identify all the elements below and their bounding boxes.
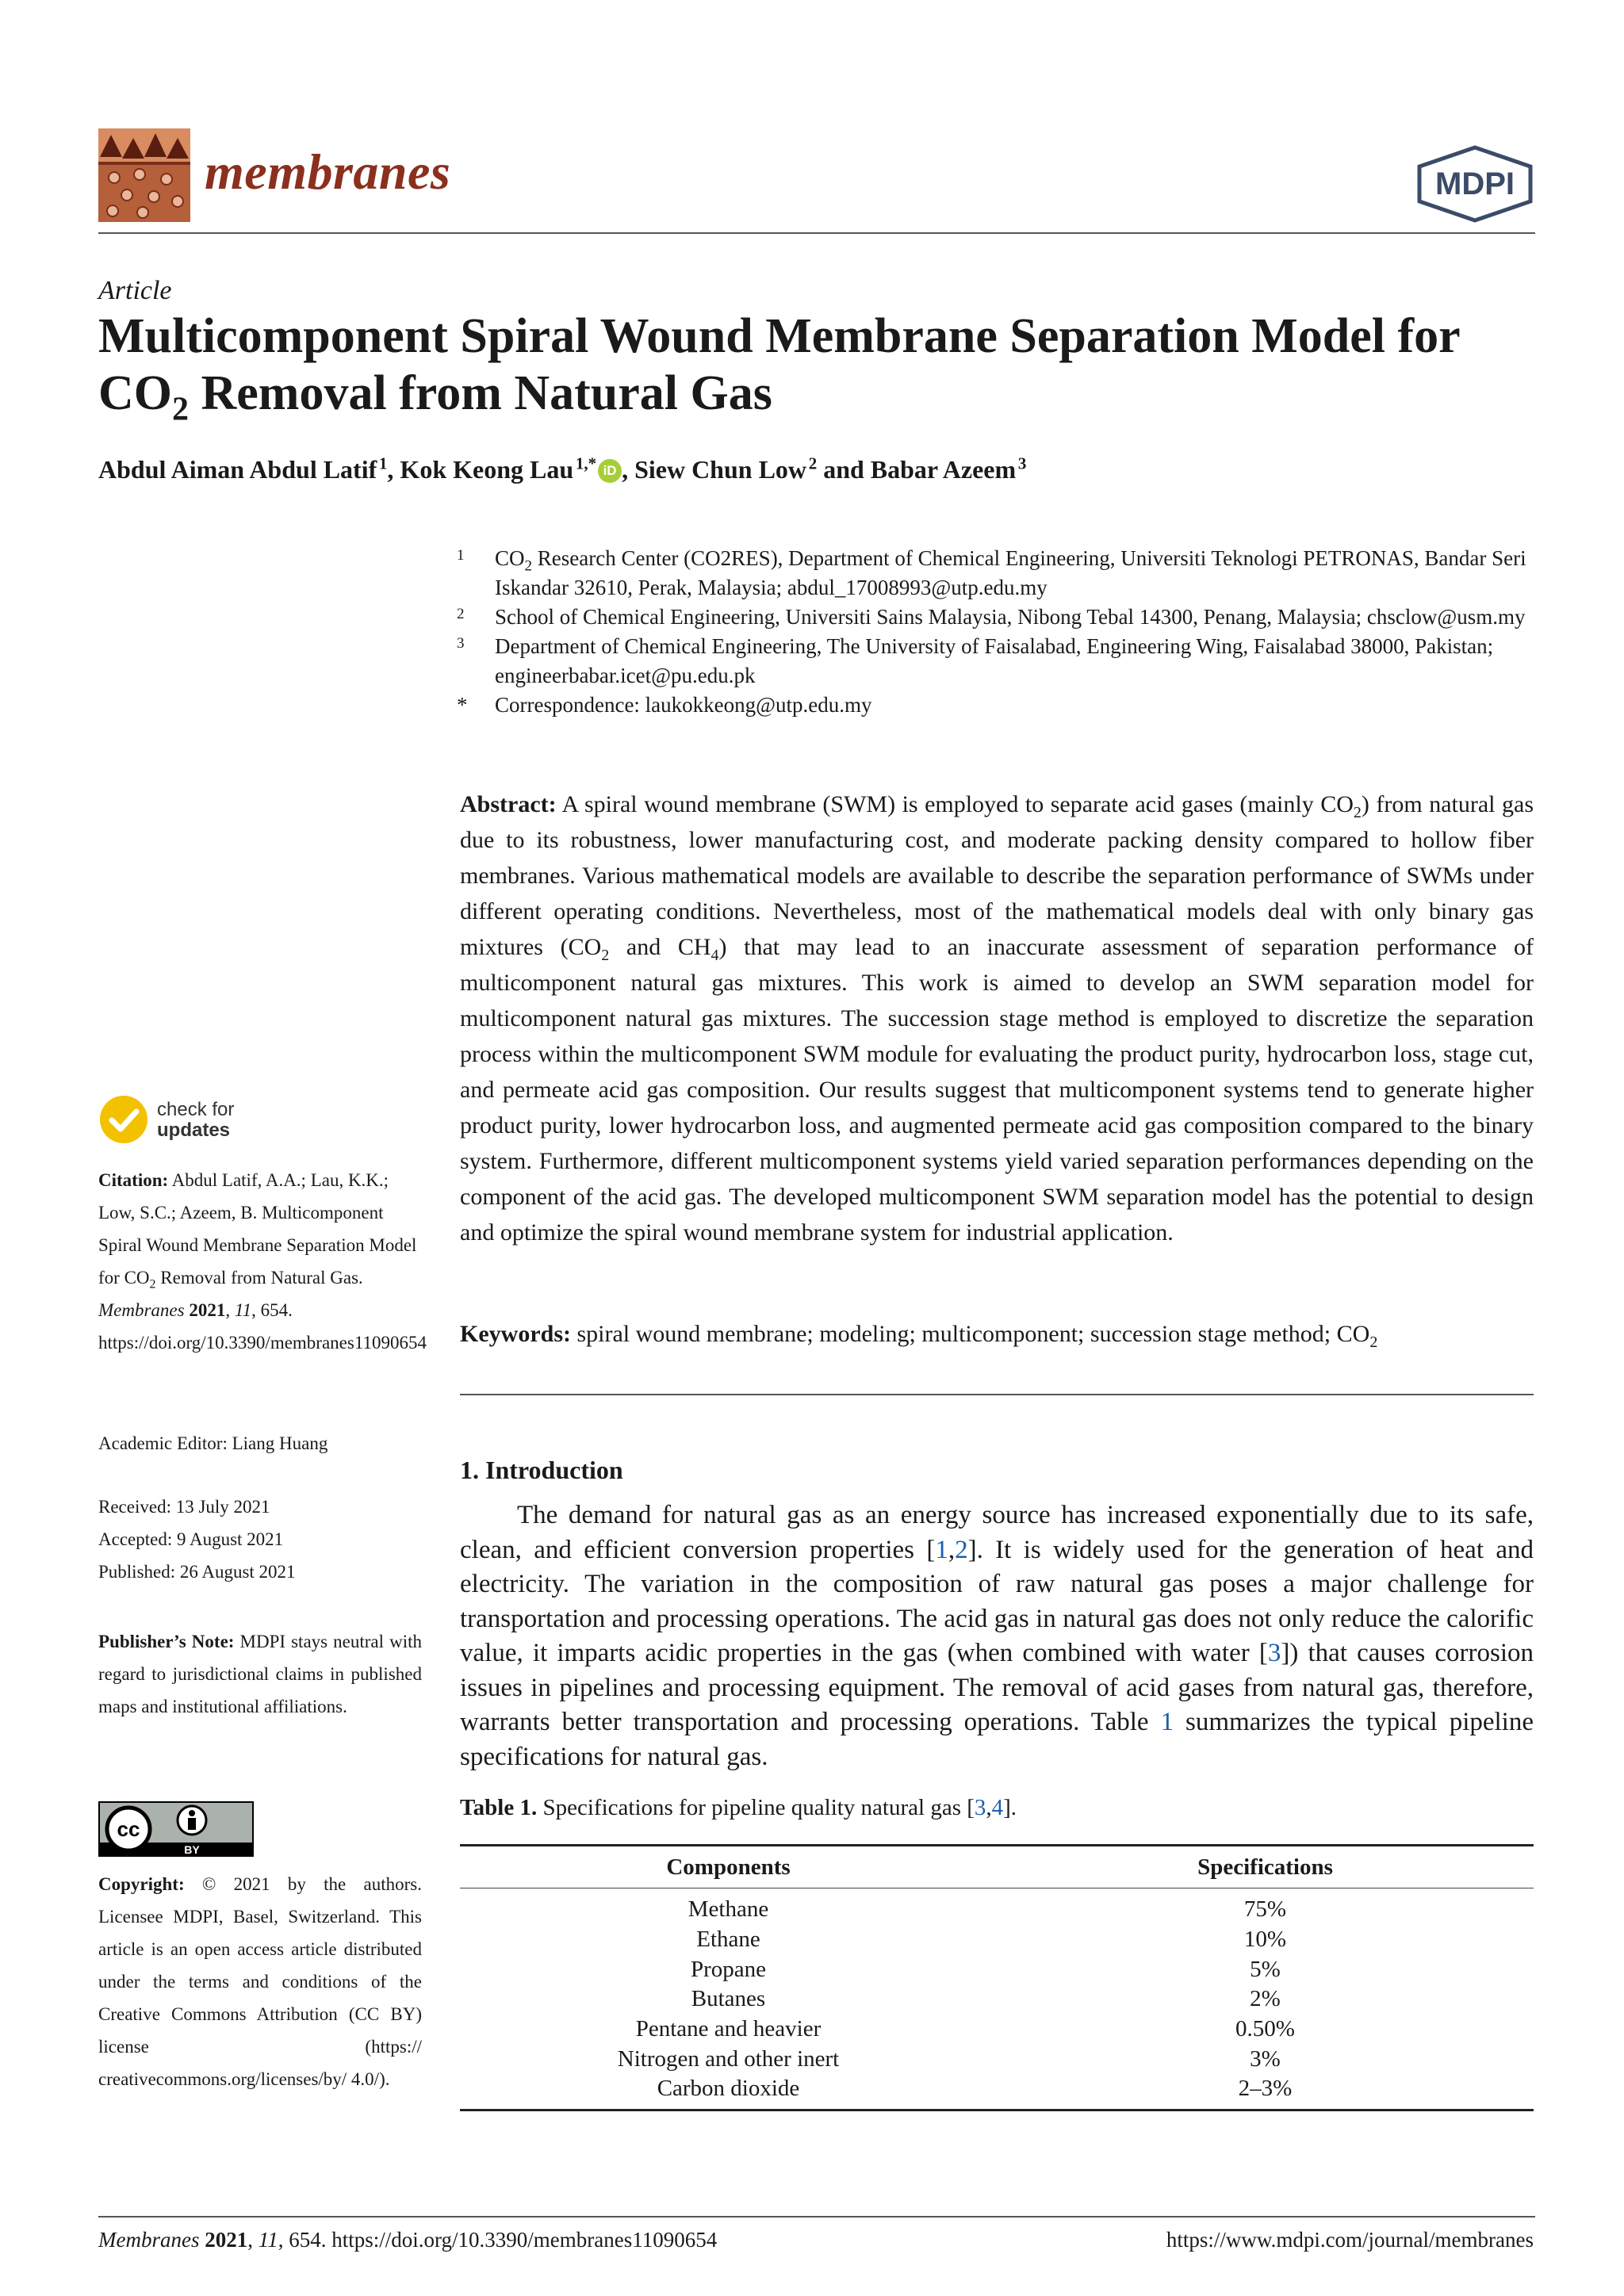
affiliation-item: 3 Department of Chemical Engineering, The University of Faisalabad, Engineering Wing, Faisalabad 38000, Pakistan; engineerbabar.icet@pu.edu.pk [457, 634, 1494, 687]
table-row [460, 1984, 1534, 2015]
abstract: Abstract: A spiral wound membrane (SWM) is employed to separate acid gases (mainly $CO_2$) from natural gas due to its robustness, lower manufacturing cost, and moderate packing density compared to hollow fiber membranes. Various mathematical models are available to describe the separation performance of SWMs under different operating conditions. Nevertheless, most of the mathematical models deal with only binary gas mixtures ($CO_2$ and $CH_4$) that may lead to an inaccurate assessment of separation performance of multicomponent natural gas mixtures. This work is aimed to develop an SWM separation model for multicomponent natural gas mixtures. The succession stage method is employed to discretize the separation process within the multicomponent SWM module for evaluating the product purity, hydrocarbon loss, stage cut, and permeate acid gas composition. Our results suggest that multicomponent systems tend to generate higher product purity, lower hydrocarbon loss, and augmented permeate acid gas composition compared to the binary system. Furthermore, different multicomponent systems yield varied separation performances depending on the component of the acid gas. The developed multicomponent SWM separation model has the potential to design and optimize the spiral wound membrane system for industrial application. [460, 791, 1534, 1246]
publishers-note: Publisher’s Note: MDPI stays neutral with regard to jurisdictional claims in published maps and institutional affiliations. [98, 1632, 422, 1716]
table-caption: Table 1. Specifications for pipeline quality natural gas [3,4]. [460, 1795, 1017, 1820]
mdpi-logo [1413, 144, 1537, 224]
table-cell: Methane [688, 1896, 769, 1923]
check-updates-label: check for [157, 1099, 235, 1120]
publication-dates [98, 1490, 422, 1588]
author-name: Abdul Aiman Abdul Latif [98, 455, 377, 484]
table-header-row [460, 1846, 1534, 1888]
article-type: Article [98, 276, 172, 305]
table-cell: 5% [1250, 1956, 1281, 1982]
specifications-table [460, 1844, 1534, 2111]
academic-editor: Academic Editor: Liang Huang [98, 1433, 328, 1453]
citation: Citation: Abdul Latif, A.A.; Lau, K.K.; Low, S.C.; Azeem, B. Multicomponent Spiral Wound Membrane Separation Model for $CO_2$ Removal from Natural Gas. Membranes 2021, 11, 654. https://doi.org/10.3390/membranes11090654 [98, 1170, 427, 1353]
section-divider [460, 1394, 1534, 1395]
keywords: Keywords: spiral wound membrane; modeling; multicomponent; succession stage method; $CO_2$ [460, 1321, 1378, 1351]
table-cell: 2% [1250, 1986, 1281, 2012]
journal-url[interactable]: https://www.mdpi.com/journal/membranes [1166, 2228, 1534, 2252]
membranes-journal-logo [98, 128, 190, 222]
table-row [460, 2015, 1534, 2045]
reference-link[interactable]: 1 [935, 1535, 948, 1564]
reference-link[interactable]: 3 [974, 1795, 986, 1820]
cc-icon: cc [117, 1817, 140, 1841]
table-cell: Ethane [696, 1927, 760, 1953]
table-cell: 2–3% [997, 2074, 1534, 2110]
copyright-notice: Copyright: © 2021 by the authors. Licensee MDPI, Basel, Switzerland. This article is an open access article distributed under the terms and conditions of the Creative Commons Attribution (CC BY) license (https:// creativecommons.org/licenses/by/ 4.0/). [98, 1874, 422, 2089]
table-cell: Propane [690, 1956, 767, 1982]
table-cell: 0.50% [1235, 2016, 1295, 2042]
reference-link[interactable]: 2 [955, 1535, 968, 1564]
author-name: Siew Chun Low [634, 455, 807, 484]
footer-citation: Membranes 2021, 11, 654. https://doi.org/10.3390/membranes11090654 [98, 2228, 718, 2252]
received-date: Received: 13 July 2021 [98, 1497, 270, 1517]
table-row [460, 1954, 1534, 1984]
column-header: Specifications [997, 1846, 1534, 1888]
table-row [460, 2074, 1534, 2110]
table-cell: Pentane and heavier [635, 2016, 822, 2042]
check-for-updates-button[interactable] [98, 1094, 289, 1148]
affiliation-item: 1 $CO_2$ Research Center (CO2RES), Department of Chemical Engineering, Universiti Teknologi PETRONAS, Bandar Seri Iskandar 32610, Perak, Malaysia; abdul_17008993@utp.edu.my [457, 546, 1526, 599]
author-list: Abdul Aiman Abdul Latif $^1$, Kok Keong Lau $^{1,*}$ iD , Siew Chun Low $^2$ and Babar Azeem $^3$ [98, 453, 1027, 484]
affiliation-item: 2 School of Chemical Engineering, Universiti Sains Malaysia, Nibong Tebal 14300, Penang, Malaysia; chsclow@usm.my [457, 605, 1526, 629]
affiliations [455, 544, 1534, 720]
author-name: Babar Azeem [870, 455, 1017, 484]
reference-link[interactable]: 3 [1267, 1639, 1281, 1667]
article-title: Multicomponent Spiral Wound Membrane Separation Model for $CO_2$ Removal from Natural Gas [98, 309, 1460, 428]
cc-by-license-badge[interactable] [98, 1801, 254, 1857]
introduction-paragraph: The demand for natural gas as an energy source has increased exponentially due to its safe, clean, and efficient conversion properties [1,2]. It is widely used for the generation of heat and electricity. The variation in the composition of raw natural gas poses a major challenge for transportation and processing operations. The acid gas in natural gas does not only reduce the calorific value, it imparts acidic properties in the gas (when combined with water [3]) that causes corrosion issues in pipelines and processing equipment. The removal of acid gases from natural gas, therefore, warrants better transportation and processing operations. Table 1 summarizes the typical pipeline specifications for natural gas. [460, 1501, 1534, 1771]
author-name: Kok Keong Lau [400, 455, 574, 484]
check-updates-icon [98, 1094, 149, 1145]
section-heading: 1. Introduction [460, 1456, 623, 1484]
table-row [460, 1888, 1534, 1925]
table-cell: 3% [1250, 2045, 1281, 2072]
cc-by-label: BY [184, 1843, 200, 1856]
footer-divider [98, 2216, 1535, 2218]
mdpi-logo-text: MDPI [1435, 166, 1515, 201]
table-cell: 10% [1243, 1927, 1287, 1953]
table-cell: 75% [1243, 1896, 1287, 1923]
correspondence: * Correspondence: laukokkeong@utp.edu.my [457, 693, 872, 717]
check-updates-label: updates [157, 1119, 231, 1141]
column-header: Components [460, 1846, 997, 1888]
table-row [460, 2044, 1534, 2074]
header-divider [98, 232, 1535, 234]
table-cell: Butanes [691, 1986, 766, 2012]
reference-link[interactable]: 4 [991, 1795, 1004, 1820]
journal-name: membranes [205, 144, 451, 200]
table-cell: Nitrogen and other inert [617, 2045, 840, 2072]
table-link[interactable]: 1 [1160, 1708, 1174, 1736]
published-date: Published: 26 August 2021 [98, 1562, 296, 1582]
table-cell: Carbon dioxide [460, 2074, 997, 2110]
accepted-date: Accepted: 9 August 2021 [98, 1529, 284, 1549]
orcid-icon[interactable]: iD [598, 459, 622, 483]
table-row [460, 1925, 1534, 1955]
